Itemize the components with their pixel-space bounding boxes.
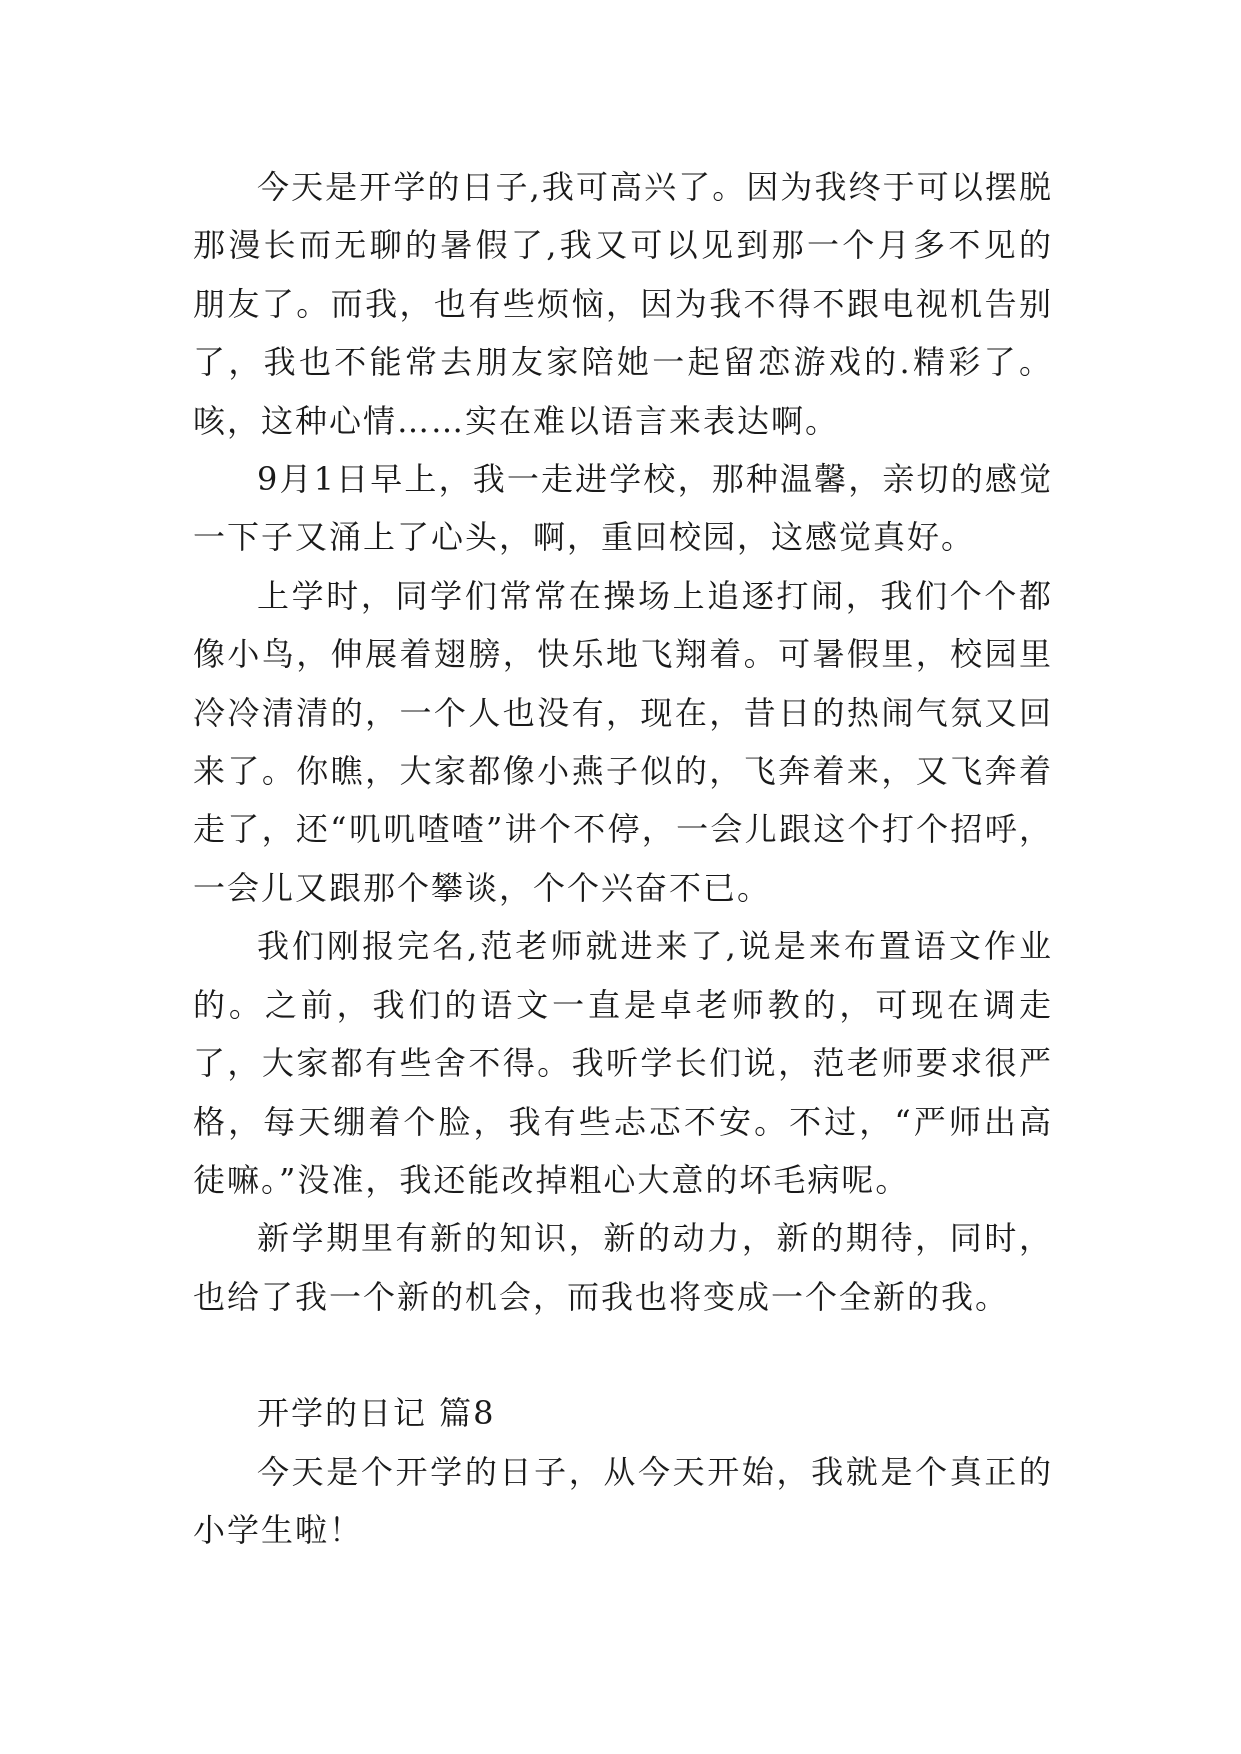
paragraph-3: 上学时，同学们常常在操场上追逐打闹，我们个个都像小鸟，伸展着翅膀，快乐地飞翔着。可暑假里，校园里冷冷清清的，一个人也没有，现在，昔日的热闹气氛又回来了。你瞧，大家都像小燕子似的，飞奔着来，又飞奔着走了，还“叽叽喳喳”讲个不停，一会儿跟这个打个招呼，一会儿又跟那个攀谈，个个兴奋不已。 [193, 576, 1053, 907]
section-paragraph-1: 今天是个开学的日子，从今天开始，我就是个真正的小学生啦！ [193, 1452, 1053, 1549]
document-body [193, 158, 1053, 1559]
paragraph-5: 新学期里有新的知识，新的动力，新的期待，同时，也给了我一个新的机会，而我也将变成一个全新的我。 [193, 1219, 1053, 1316]
paragraph-2: 9月1日早上，我一走进学校，那种温馨，亲切的感觉一下子又涌上了心头，啊，重回校园，这感觉真好。 [193, 460, 1053, 557]
paragraph-1: 今天是开学的日子,我可高兴了。因为我终于可以摆脱那漫长而无聊的暑假了,我又可以见到那一个月多不见的朋友了。而我，也有些烦恼，因为我不得不跟电视机告别了，我也不能常去朋友家陪她一起留恋游戏的.精彩了。咳，这种心情……实在难以语言来表达啊。 [193, 168, 1053, 440]
section-heading: 开学的日记 篇8 [257, 1394, 496, 1433]
paragraph-4: 我们刚报完名,范老师就进来了,说是来布置语文作业的。之前，我们的语文一直是卓老师教的，可现在调走了，大家都有些舍不得。我听学长们说，范老师要求很严格，每天绷着个脸，我有些忐忑不安。不过，“严师出高徒嘛。”没准，我还能改掉粗心大意的坏毛病呢。 [193, 927, 1053, 1199]
